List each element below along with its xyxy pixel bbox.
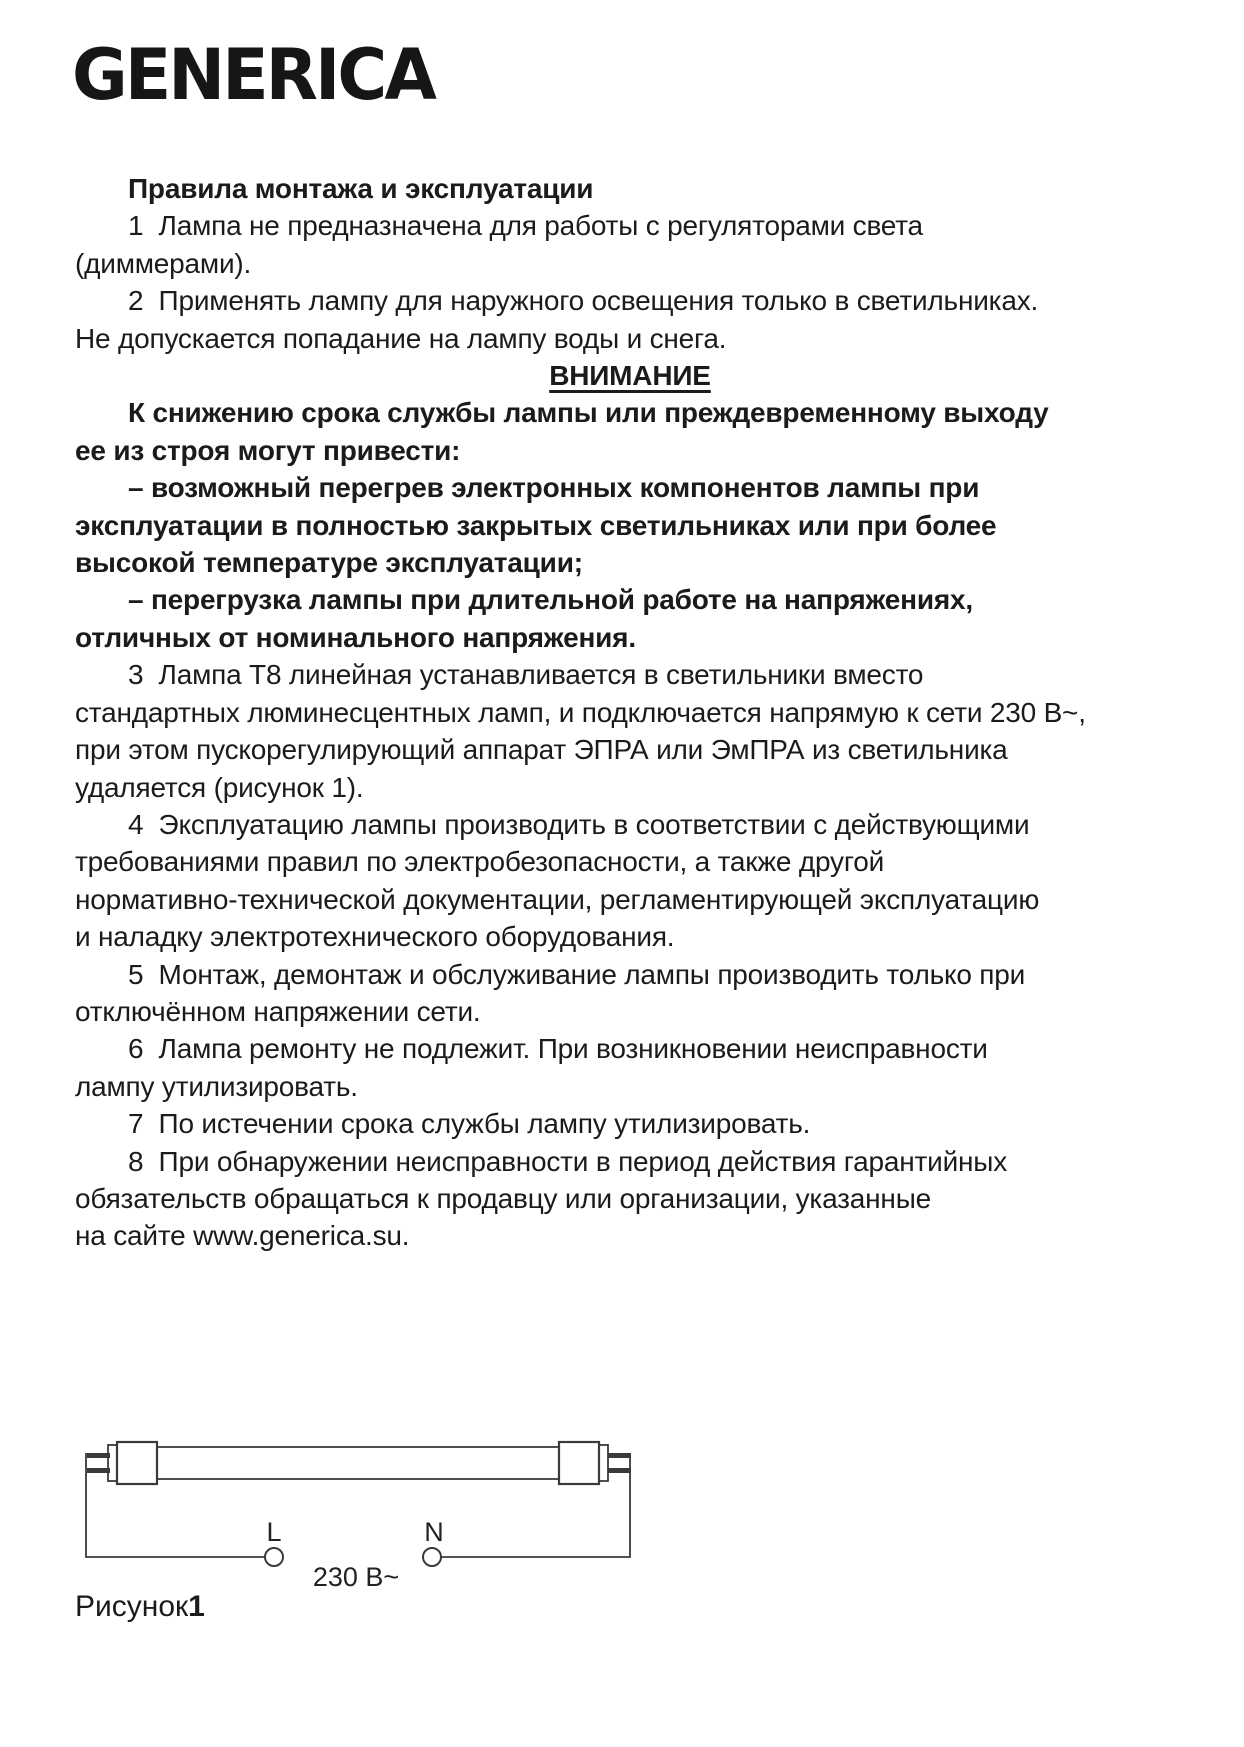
figure-caption-number: 1 [188, 1590, 205, 1623]
tube-pin-left-bottom [87, 1468, 110, 1473]
tube-body [157, 1447, 559, 1479]
text-line: (диммерами). [75, 247, 252, 279]
text-line: 6 Лампа ремонту не подлежит. При возникновении неисправности [128, 1033, 988, 1065]
label-voltage: 230 В~ [312, 1562, 400, 1592]
text-line: – перегрузка лампы при длительной работе на напряжениях, [128, 584, 973, 616]
label-l: L [266, 1517, 282, 1547]
text-line: 4 Эксплуатацию лампы производить в соответствии с действующими [128, 808, 1030, 840]
figure-caption [75, 1590, 205, 1624]
text-line: отличных от номинального напряжения. [75, 621, 636, 653]
instructions-text [75, 170, 1185, 1255]
text-line: при этом пускорегулирующий аппарат ЭПРА или ЭмПРА из светильника [75, 734, 1008, 766]
text-line: 8 При обнаружении неисправности в период действия гарантийных [128, 1145, 1008, 1177]
text-line: отключённом напряжении сети. [75, 995, 481, 1027]
tube-pin-left-top [87, 1453, 110, 1458]
text-line: и наладку электротехнического оборудования. [75, 921, 675, 953]
text-line: – возможный перегрев электронных компонентов лампы при [128, 472, 980, 504]
text-line: удаляется (рисунок 1). [75, 771, 364, 803]
text-line: обязательств обращаться к продавцу или организации, указанные [75, 1182, 931, 1214]
tube-cap-right [559, 1442, 599, 1484]
figure-caption-word: Рисунок [75, 1590, 189, 1623]
brand-logo: GENERICA [72, 34, 434, 116]
text-line: требованиями правил по электробезопасности, а также другой [75, 846, 885, 878]
tube-pin-right-bottom [608, 1468, 631, 1473]
text-line: лампу утилизировать. [75, 1070, 358, 1102]
text-line: 1 Лампа не предназначена для работы с регуляторами света [128, 210, 923, 242]
text-line: 5 Монтаж, демонтаж и обслуживание лампы производить только при [128, 958, 1026, 990]
terminal-n [423, 1548, 441, 1566]
text-line: высокой температуре эксплуатации; [75, 547, 583, 579]
label-n: N [424, 1517, 444, 1547]
text-line: эксплуатации в полностью закрытых светильниках или при более [75, 509, 997, 541]
rules-heading: Правила монтажа и эксплуатации [128, 173, 594, 204]
text-line: 7 По истечении срока службы лампу утилизировать. [128, 1108, 811, 1140]
terminal-l [265, 1548, 283, 1566]
text-line: ее из строя могут привести: [75, 434, 461, 466]
text-line: 2 Применять лампу для наружного освещения только в светильниках. [128, 285, 1039, 317]
text-line: Не допускается попадание на лампу воды и снега. [75, 322, 727, 354]
text-line: К снижению срока службы лампы или преждевременному выходу [128, 397, 1049, 429]
tube-pin-right-top [608, 1453, 631, 1458]
text-line: 3 Лампа Т8 линейная устанавливается в светильники вместо [128, 659, 924, 691]
attention-heading: ВНИМАНИЕ [549, 360, 711, 392]
text-line: нормативно-технической документации, регламентирующей эксплуатацию [75, 883, 1040, 915]
text-line: стандартных люминесцентных ламп, и подключается напрямую к сети 230 В~, [75, 696, 1086, 728]
text-line: на сайте www.generica.su. [75, 1220, 410, 1252]
tube-cap-left [117, 1442, 157, 1484]
